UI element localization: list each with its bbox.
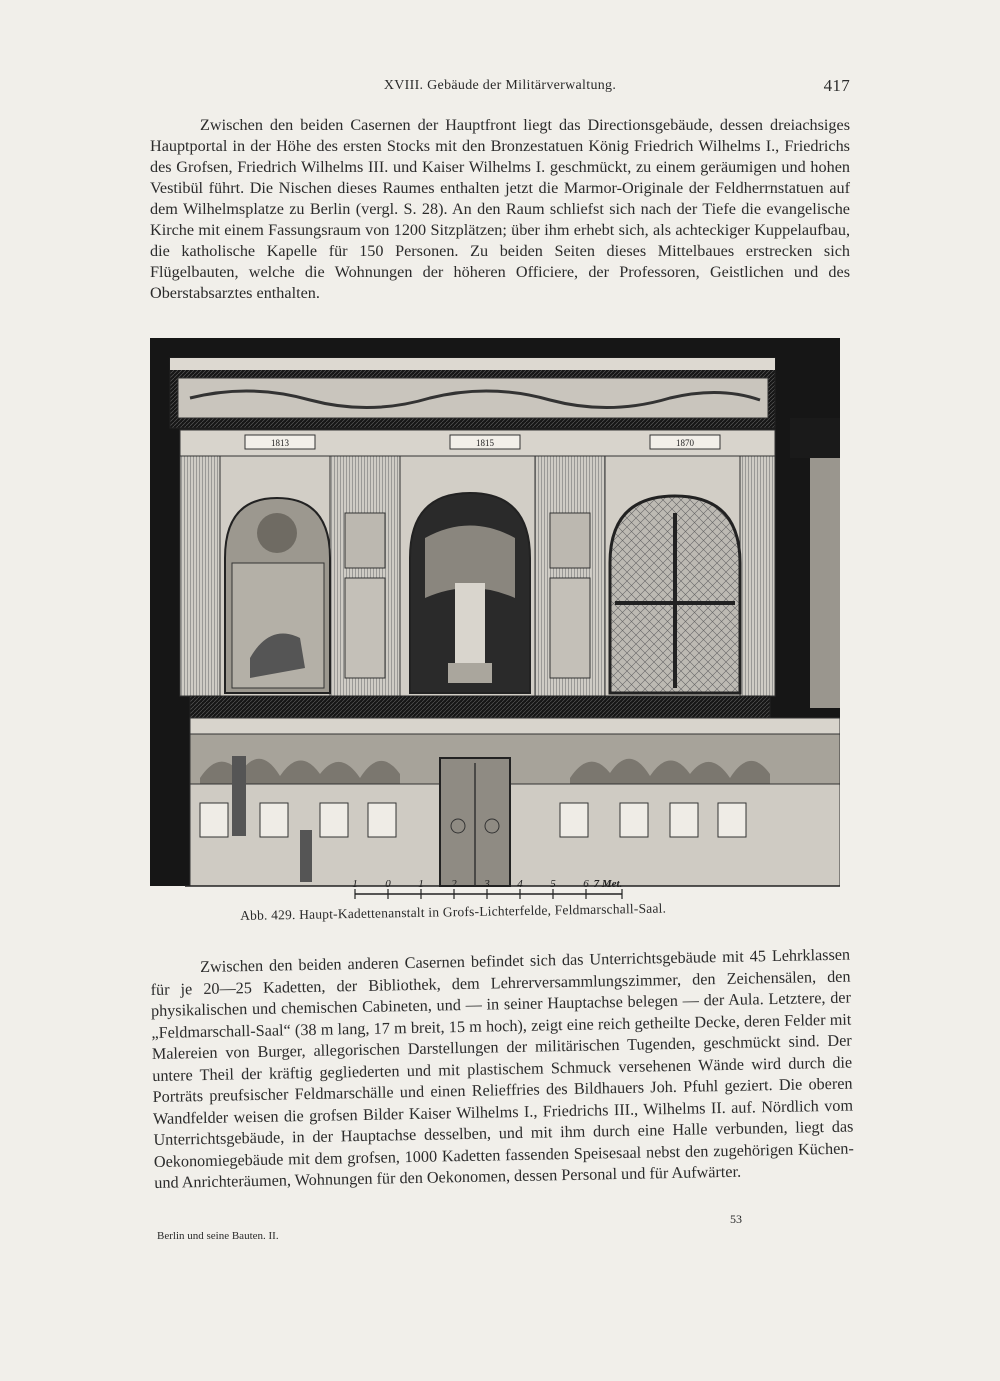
paragraph-unterrichtsgebaeude: Zwischen den beiden anderen Casernen befindet sich das Unterrichtsgebäude mit 45 Lehrklassen für je 20—25 Kadetten, der Bibliothek, dem Lehrerversammlungszimmer, den Zeichensälen, den physikalischen und chemischen Cabineten, und — in seiner Hauptachse belegen — der Aula. Letztere, der „Feldmarschall-Saal“ (38 m lang, 17 m breit, 15 m hoch), zeigt eine reich getheilte Decke, deren Felder mit Malereien von Burger, allegorischen Darstellungen der militärischen Tugenden, geschmückt sind. Der untere Theil der kräftig gegliederten und mit plastischem Schmuck versehenen Wände wird durch die Porträts preufsischer Feldmarschälle und einen Relieffries des Bildhauers Joh. Pfuhl geziert. Die oberen Wandfelder weisen die grofsen Bilder Kaiser Wilhelms I., Friedrichs III., Wilhelms II. auf. Nördlich vom Unterrichtsgebäude, in der Hauptachse desselben, und mit ihm durch eine Halle verbunden, liegt das Oekonomiegebäude mit dem grofsen, 1000 Kadetten fassenden Speisesaal nebst den zugehörigen Küchen- und Anrichteräumen, Wohnungen für den Oekonomen, dessen Personal und für Aufwärter.	[150, 945, 854, 1192]
scale-label: 1	[418, 878, 424, 890]
page-number: 417	[823, 76, 850, 95]
chapter-title: XVIII. Gebäude der Militärverwaltung.	[383, 78, 617, 93]
year-label-1813: 1813	[271, 438, 289, 448]
feldmarschall-saal-illustration	[150, 338, 840, 900]
scale-label: 2	[451, 878, 457, 890]
paragraph-directionsgebaeude: Zwischen den beiden Casernen der Hauptfront liegt das Directionsgebäude, dessen dreiachsiges Hauptportal in der Höhe des ersten Stocks mit den Bronzestatuen König Friedrich Wilhelms I., Friedrichs des Grofsen, Friedrich Wilhelms III. und Kaiser Wilhelms I. geschmückt, zu einem geräumigen und hohen Vestibül führt. Die Nischen dieses Raumes enthalten jetzt die Marmor-Originale der Feldherrnstatuen auf dem Wilhelmsplatze zu Berlin (vergl. S. 28). An den Raum schliefst sich nach der Tiefe die evangelische Kirche mit einem Fassungsraum von 1200 Sitzplätzen; über ihm erhebt sich, als achteckiger Kuppelaufbau, die katholische Kapelle für 150 Personen. Zu beiden Seiten dieses Mittelbaues erstrecken sich Flügelbauten, welche die Wohnungen der höheren Officiere, der Professoren, Geistlichen und des Oberstabsarztes enthalten.	[150, 116, 850, 302]
signature-number: 53	[730, 1212, 742, 1226]
scale-label: 4	[517, 878, 523, 890]
figure-caption: Abb. 429. Haupt-Kadettenanstalt in Grofs-Lichterfelde, Feldmarschall-Saal.	[240, 900, 667, 923]
scale-label-unit: 7 Met.	[593, 878, 623, 890]
year-label-1815: 1815	[476, 438, 494, 448]
running-head	[150, 78, 850, 100]
scale-label: 5	[550, 878, 556, 890]
year-label-1870: 1870	[676, 438, 694, 448]
scale-label: 3	[484, 878, 490, 890]
signature-line: Berlin und seine Bauten. II.	[157, 1230, 279, 1242]
scale-label: 1	[352, 878, 358, 890]
scale-label: 0	[385, 878, 391, 890]
scale-label: 6	[583, 878, 589, 890]
